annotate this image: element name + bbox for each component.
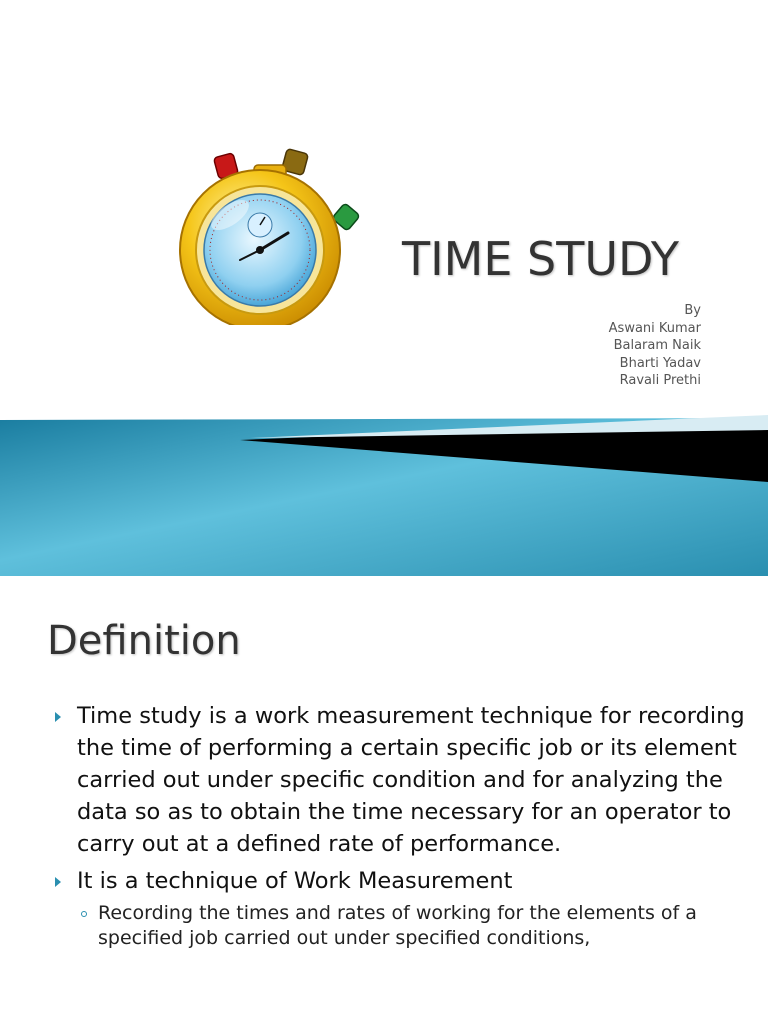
slide-title: TIME STUDY [402, 232, 680, 286]
stopwatch-icon [170, 145, 370, 325]
author-name: Ravali Prethi [619, 373, 701, 388]
definition-bullets [55, 700, 755, 951]
bullet-text: It is a technique of Work Measurement [77, 868, 513, 894]
sub-bullet-text: Recording the times and rates of working for the elements of a specified job carried out under specified conditions, [98, 902, 697, 949]
author-list [609, 302, 701, 390]
bullet-item [55, 700, 755, 860]
bullet-arrow-icon [55, 712, 61, 722]
author-name: Balaram Naik [613, 338, 701, 353]
bullet-text: Time study is a work measurement technique for recording the time of performing a certain specific job or its element carried out under specific condition and for analyzing the data so as to obtain the time necessary for an operator to carry out at a defined rate of performance. [77, 703, 745, 857]
decorative-swoosh [0, 410, 768, 576]
bullet-arrow-icon [55, 877, 61, 887]
bullet-item [55, 865, 755, 897]
slide-title: Definition [47, 618, 241, 664]
sub-bullet-circle-icon [81, 911, 87, 917]
author-by: By [684, 303, 701, 318]
author-name: Aswani Kumar [608, 320, 701, 336]
author-name: Bharti Yadav [619, 355, 701, 371]
sub-bullet-item [55, 901, 755, 951]
